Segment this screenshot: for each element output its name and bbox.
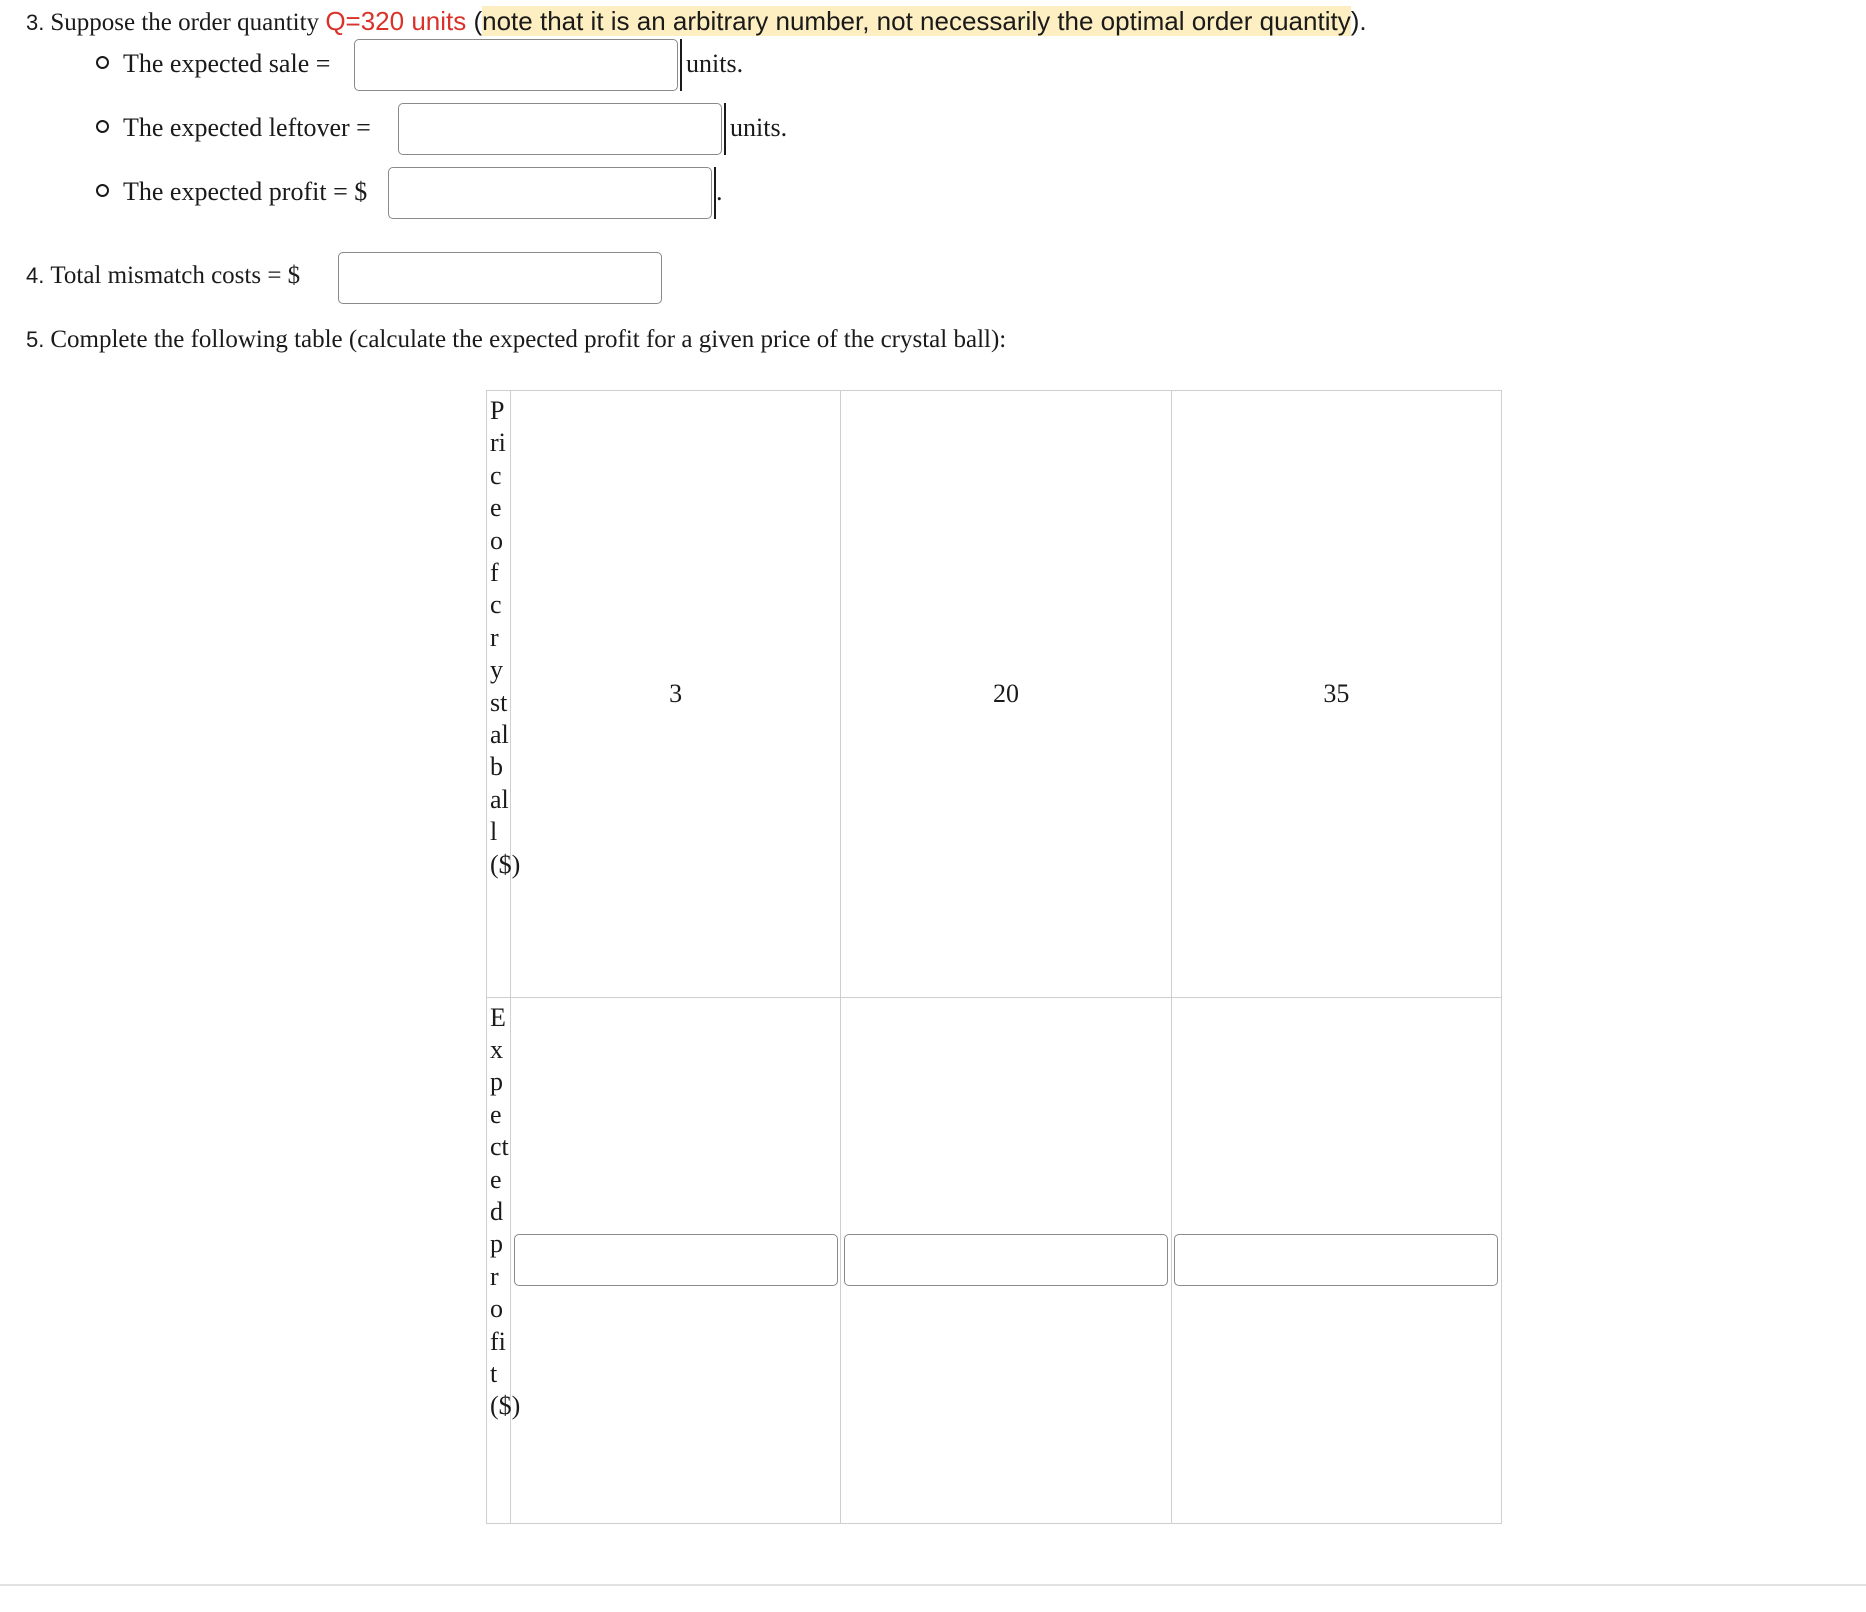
question-5-text: Complete the following table (calculate the expected profit for a given price of the crystal ball): bbox=[50, 326, 1007, 353]
table-row bbox=[487, 391, 1502, 998]
expected-profit-input-2[interactable] bbox=[844, 1234, 1168, 1286]
input-divider bbox=[724, 103, 726, 155]
expected-leftover-units: units. bbox=[730, 113, 788, 142]
question-4-number: 4. bbox=[26, 263, 45, 288]
price-profit-table bbox=[486, 390, 1502, 1524]
profit-cell-3 bbox=[1171, 997, 1501, 1523]
input-divider bbox=[680, 39, 682, 91]
question-5-number: 5. bbox=[26, 327, 45, 352]
expected-leftover-row bbox=[96, 113, 371, 143]
expected-profit-row bbox=[96, 177, 367, 207]
question-3-text: Suppose the order quantity bbox=[50, 9, 326, 36]
note-close: ). bbox=[1350, 6, 1367, 36]
price-cell-3: 35 bbox=[1171, 391, 1501, 998]
expected-sale-input[interactable] bbox=[354, 39, 678, 91]
price-label-cell: Price of crystal ball ($) bbox=[487, 391, 511, 998]
expected-profit-input-1[interactable] bbox=[514, 1234, 838, 1286]
expected-profit-input[interactable] bbox=[388, 167, 712, 219]
expected-leftover-input[interactable] bbox=[398, 103, 722, 155]
profit-cell-2 bbox=[841, 997, 1171, 1523]
bottom-divider bbox=[0, 1584, 1866, 1586]
expected-profit-period: . bbox=[716, 177, 723, 206]
note-open: ( bbox=[466, 6, 483, 36]
expected-sale-label: The expected sale = bbox=[123, 49, 331, 78]
question-5 bbox=[26, 325, 1006, 355]
question-3 bbox=[26, 6, 1367, 38]
expected-profit-input-3[interactable] bbox=[1174, 1234, 1498, 1286]
bullet-icon bbox=[96, 56, 109, 69]
arbitrary-number-note: note that it is an arbitrary number, not necessarily the optimal order quantity bbox=[482, 6, 1351, 36]
profit-cell-1 bbox=[511, 997, 841, 1523]
price-cell-2: 20 bbox=[841, 391, 1171, 998]
order-quantity: Q=320 units bbox=[325, 6, 467, 36]
total-mismatch-label: Total mismatch costs = $ bbox=[50, 262, 301, 289]
total-mismatch-input[interactable] bbox=[338, 252, 662, 304]
expected-sale-units: units. bbox=[686, 49, 744, 78]
expected-leftover-label: The expected leftover = bbox=[123, 113, 371, 142]
profit-label-cell: Expected profit ($) bbox=[487, 997, 511, 1523]
price-cell-1: 3 bbox=[511, 391, 841, 998]
expected-profit-label: The expected profit = $ bbox=[123, 177, 368, 206]
expected-sale-row bbox=[96, 49, 330, 79]
bullet-icon bbox=[96, 184, 109, 197]
question-4 bbox=[26, 261, 300, 291]
bullet-icon bbox=[96, 120, 109, 133]
table-row bbox=[487, 997, 1502, 1523]
question-3-number: 3. bbox=[26, 10, 45, 35]
